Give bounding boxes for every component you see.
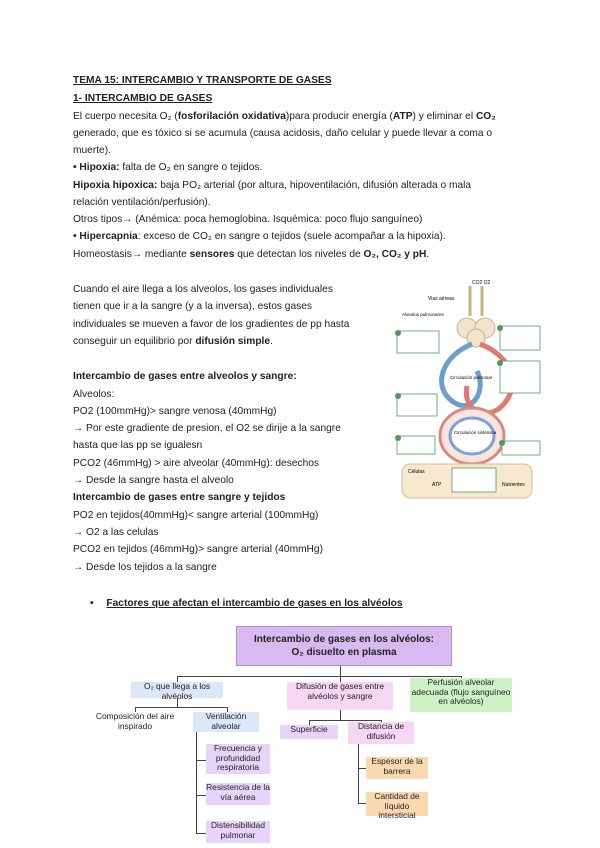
connector	[177, 676, 461, 677]
connector	[196, 760, 206, 761]
figure-label: Vias aéreas	[428, 296, 455, 302]
text-line: → Desde la sangre hasta el alveolo	[73, 475, 234, 486]
text-line: PCO2 (46mmHg) > aire alveolar (40mmHg): desechos	[73, 458, 320, 469]
gas-exchange-figure	[392, 276, 542, 508]
text-line: → Por este gradiente de presion, el O2 se dirije a la sangre	[73, 423, 341, 434]
paragraph-line: individuales se mueven a favor de los gradientes de pp hasta	[73, 319, 350, 330]
text-line: → O2 a las celulas	[73, 527, 159, 538]
map-node-air-composition: Composición del aire inspirado	[95, 711, 175, 731]
text-line: PO2 (100mmHg)> sangre venosa (40mmHg)	[73, 406, 277, 417]
text-line: PO2 en tejidos(40mmHg)< sangre arterial (100mmHg)	[73, 510, 319, 521]
text-line: PCO2 en tejidos (46mmHg)> sangre arterial (40mmHg)	[73, 544, 323, 555]
connector	[340, 710, 341, 720]
map-node-surface: Superficie	[280, 725, 338, 739]
doc-title: TEMA 15: INTERCAMBIO Y TRANSPORTE DE GASES	[73, 75, 332, 86]
connector	[196, 833, 206, 834]
connector	[135, 707, 227, 708]
paragraph-line: muerte).	[73, 145, 111, 156]
text-line: → Desde los tejidos a la sangre	[73, 562, 217, 573]
connector	[196, 732, 197, 834]
text-line: hasta que las pp se igualesn	[73, 440, 203, 451]
paragraph-line: generado, que es tóxico si se acumula (causa acidosis, daño celular y puede llevar a coma o	[73, 128, 493, 139]
figure-label: Nutrientes	[502, 482, 525, 488]
figure-label: Circulación sistémica	[454, 430, 497, 435]
subheading: Intercambio de gases entre sangre y tejidos	[73, 492, 286, 503]
factors-bullet: • Factores que afectan el intercambio de gases en los alvéolos	[90, 598, 403, 609]
figure-label: ATP	[432, 482, 442, 488]
hipoxia-line: • Hipoxia: falta de O₂ en sangre o tejidos.	[73, 162, 263, 173]
connector	[196, 795, 206, 796]
map-node-resistance: Resistencia de la vía aérea	[206, 783, 270, 805]
figure-label: Alveolos pulmonares	[402, 312, 444, 317]
connector	[358, 768, 366, 769]
map-node-distensibility: Distensibilidad pulmonar	[206, 821, 270, 843]
figure-label: Circulación pulmonar	[450, 375, 493, 380]
hipercapnia-line: • Hipercapnia: exceso de CO₂ en sangre o tejidos (suele acompañar a la hipoxia).	[73, 231, 446, 242]
map-node-oxygen: O₂ que llega a los alvéolos	[131, 682, 223, 698]
map-node-diffusion: Difusión de gases entre alvéolos y sangre	[287, 682, 393, 710]
otros-tipos-line: Otros tipos→ (Anémica: poca hemoglobina. Isquémica: poco flujo sanguíneo)	[73, 214, 423, 225]
paragraph-line: conseguir un equilibrio por difusión simple.	[73, 336, 273, 347]
connector	[340, 665, 341, 676]
bullet-dot: •	[90, 598, 94, 609]
map-node-barrier: Espesor de la barrera	[366, 757, 428, 779]
figure-label: Células	[408, 469, 425, 475]
map-node-frequency: Frecuencia y profundidad respiratoria	[206, 744, 270, 774]
paragraph-line: relación ventilación/perfusión).	[73, 197, 211, 208]
text-line: Alveolos:	[73, 389, 115, 400]
paragraph-line: El cuerpo necesita O₂ (fosforilación oxidativa)para producir energía (ATP) y eliminar el CO₂	[73, 111, 496, 122]
subheading: Intercambio de gases entre alveolos y sangre:	[73, 371, 297, 382]
connector	[358, 803, 366, 804]
map-node-fluid: Cantidad de líquido intersticial	[366, 792, 428, 816]
connector	[358, 744, 359, 804]
paragraph-line: tienen que ir a la sangre (y a la inversa), estos gases	[73, 301, 312, 312]
paragraph-line: Cuando el aire llega a los alveolos, los gases individuales	[73, 284, 333, 295]
map-node-perfusion: Perfusión alveolar adecuada (flujo sanguíneo en alvéolos)	[410, 678, 512, 712]
homeostasis-line: Homeostasis→ mediante sensores que detectan los niveles de O₂, CO₂ y pH.	[73, 249, 430, 260]
hipoxia-hipoxica-line: Hipoxia hipoxica: baja PO₂ arterial (por altura, hipoventilación, difusión alterada o mala	[73, 180, 472, 191]
map-node-distance: Distancia de difusión	[348, 722, 414, 744]
svg-text:CO2 O2: CO2 O2	[472, 280, 491, 286]
map-node-ventilation: Ventilación alveolar	[193, 712, 259, 732]
map-root: Intercambio de gases en los alvéolos: O₂ disuelto en plasma	[236, 626, 452, 666]
section-heading: 1- INTERCAMBIO DE GASES	[73, 93, 213, 104]
